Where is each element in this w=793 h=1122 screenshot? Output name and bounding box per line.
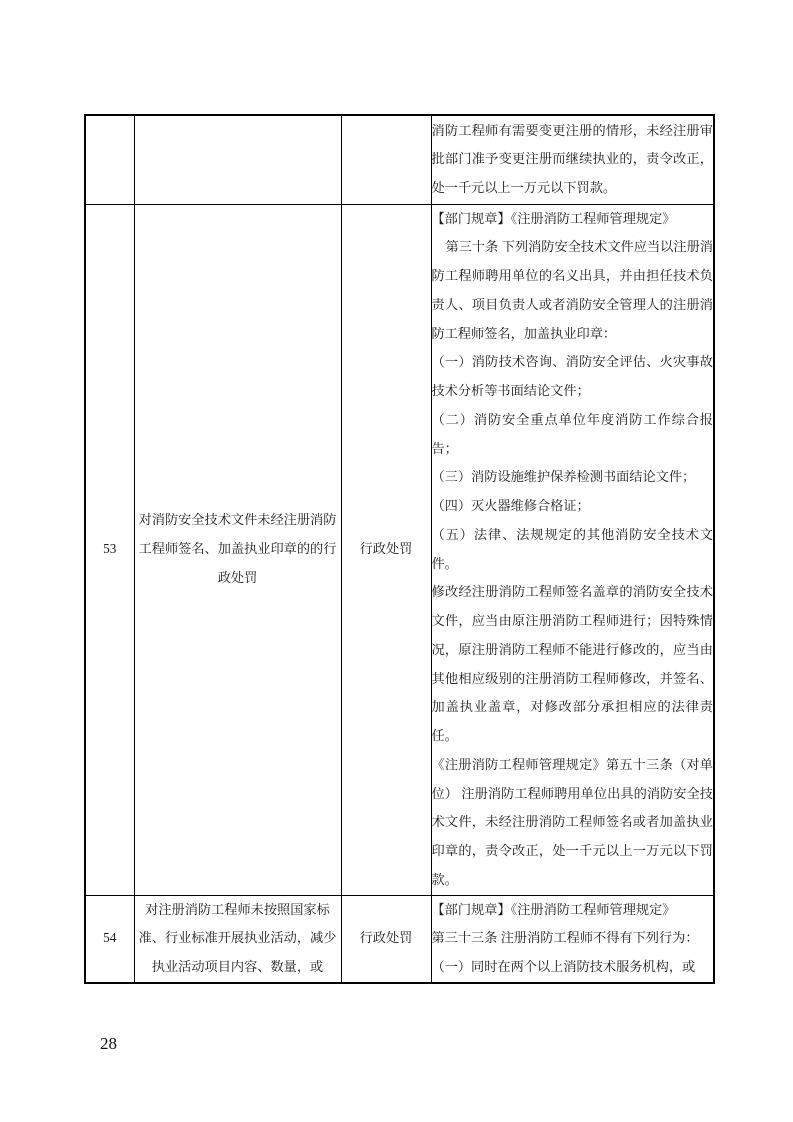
item-name-cell: 对注册消防工程师未按照国家标准、行业标准开展执业活动，减少执业活动项目内容、数量，或 [134, 895, 341, 983]
legal-basis-paragraph: （二）消防安全重点单位年度消防工作综合报告； [431, 411, 713, 456]
legal-basis-paragraph: 【部门规章】《注册消防工程师管理规定》 [431, 210, 676, 226]
penalty-table-body [85, 115, 714, 983]
legal-basis-paragraph: 第三十条 下列消防安全技术文件应当以注册消防工程师聘用单位的名义出具，并由担任技术负责人、项目负责人或者消防安全管理人的注册消防工程师签名，加盖执业印章： [431, 239, 713, 341]
page-number: 28 [100, 1034, 117, 1053]
penalty-table [84, 114, 715, 984]
legal-basis-paragraph: 【部门规章】《注册消防工程师管理规定》 [431, 901, 676, 917]
penalty-type-cell [341, 115, 431, 204]
legal-basis-paragraph: 消防工程师有需要变更注册的情形，未经注册审批部门准予变更注册而继续执业的，责令改正，处一千元以上一万元以下罚款。 [431, 122, 713, 196]
penalty-type-cell: 行政处罚 [341, 895, 431, 983]
penalty-type-cell: 行政处罚 [341, 204, 431, 895]
legal-basis-cell [431, 895, 714, 983]
legal-basis-paragraph: 《注册消防工程师管理规定》第五十三条（对单位） 注册消防工程师聘用单位出具的消防安全技术文件，未经注册消防工程师签名或者加盖执业印章的，责令改正，处一千元以上一万元以下罚款。 [431, 756, 713, 887]
legal-basis-paragraph: （五）法律、法规规定的其他消防安全技术文件。 [431, 526, 713, 571]
table-row [85, 204, 714, 895]
legal-basis-paragraph: （一）同时在两个以上消防技术服务机构，或 [431, 959, 696, 974]
row-number-cell: 54 [85, 895, 134, 983]
legal-basis-paragraph: （三）消防设施维护保养检测书面结论文件； [431, 469, 696, 485]
row-number-cell [85, 115, 134, 204]
table-row [85, 115, 714, 204]
legal-basis-paragraph: （一）消防技术咨询、消防安全评估、火灾事故技术分析等书面结论文件； [431, 354, 713, 398]
legal-basis-paragraph: 第三十三条 注册消防工程师不得有下列行为： [431, 930, 699, 946]
legal-basis-cell [431, 115, 714, 204]
legal-basis-paragraph: 修改经注册消防工程师签名盖章的消防安全技术文件，应当由原注册消防工程师进行；因特殊情况，原注册消防工程师不能进行修改的，应当由其他相应级别的注册消防工程师修改，并签名、加盖执业盖章，对修改部分承担相应的法律责任。 [431, 584, 713, 743]
table-row [85, 895, 714, 983]
legal-basis-paragraph: （四）灭火器维修合格证； [431, 498, 590, 513]
item-name-cell [134, 115, 341, 204]
legal-basis-cell [431, 204, 714, 895]
row-number-cell: 53 [85, 204, 134, 895]
item-name-cell: 对消防安全技术文件未经注册消防工程师签名、加盖执业印章的的行政处罚 [134, 204, 341, 895]
